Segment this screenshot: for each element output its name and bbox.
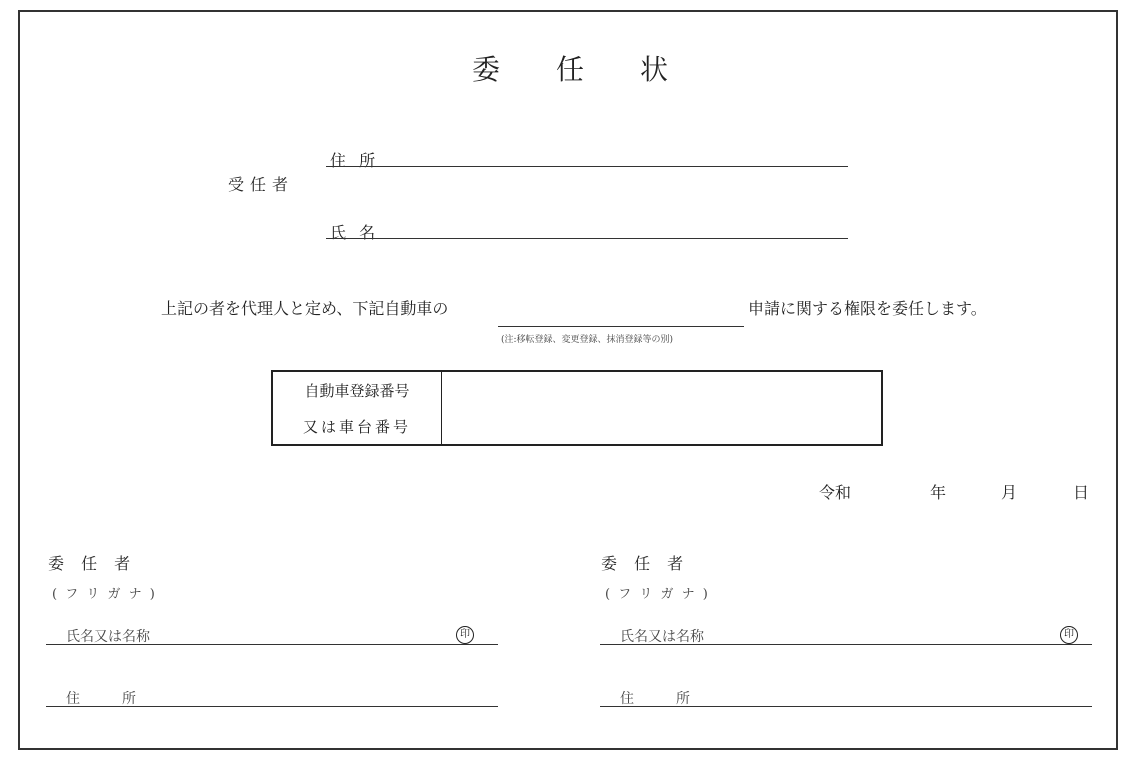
principal-2-address-line[interactable]	[600, 706, 1092, 707]
title-char-3: 状	[640, 53, 669, 86]
principal-1-address-line[interactable]	[46, 706, 498, 707]
application-type-note: (注:移転登録、変更登録、抹消登録等の別)	[501, 335, 674, 345]
principal-1-seal-icon: 印	[456, 622, 474, 644]
agent-label: 受任者	[228, 175, 295, 194]
principal-2-address-label: 住 所	[620, 691, 690, 707]
title-char-2: 任	[555, 53, 584, 86]
document-title	[20, 48, 1120, 88]
principal-1-furigana: ( フ リ ガ ナ )	[52, 587, 157, 602]
principal-1-address-label: 住 所	[66, 691, 136, 707]
principal-2-name-line[interactable]	[600, 644, 1092, 645]
principal-1-name-label: 氏名又は名称	[66, 629, 150, 645]
date-year: 年	[930, 483, 947, 502]
document-frame	[18, 10, 1118, 750]
principal-2-name-label: 氏名又は名称	[620, 629, 704, 645]
vehicle-box-label-1: 自動車登録番号	[304, 382, 410, 400]
vehicle-number-field[interactable]	[443, 372, 881, 444]
statement-suffix: 申請に関する権限を委任します。	[748, 299, 987, 318]
vehicle-number-box	[271, 370, 883, 446]
principal-1-heading: 委 任 者	[48, 554, 137, 573]
principal-2-furigana: ( フ リ ガ ナ )	[605, 587, 710, 602]
date-era: 令和	[819, 483, 852, 502]
application-type-line[interactable]	[498, 326, 744, 327]
agent-name-label: 氏 名	[330, 223, 380, 242]
vehicle-box-divider	[441, 372, 442, 444]
date-month: 月	[1001, 483, 1018, 502]
statement-prefix: 上記の者を代理人と定め、下記自動車の	[161, 299, 449, 318]
principal-2-heading: 委 任 者	[601, 554, 690, 573]
agent-address-label: 住 所	[330, 151, 380, 170]
agent-name-line[interactable]	[326, 238, 848, 239]
principal-2-seal-icon: 印	[1060, 622, 1078, 644]
agent-address-line[interactable]	[326, 166, 848, 167]
date-day: 日	[1073, 483, 1090, 502]
vehicle-box-label-2: 又は車台番号	[302, 418, 411, 436]
title-char-1: 委	[471, 53, 500, 86]
principal-1-name-line[interactable]	[46, 644, 498, 645]
